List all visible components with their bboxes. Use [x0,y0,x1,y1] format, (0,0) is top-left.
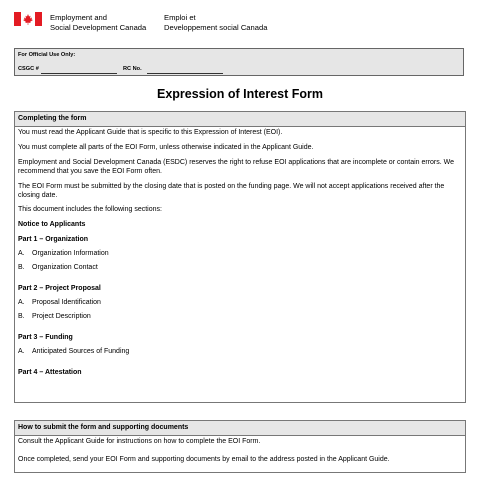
list-label: Project Description [32,312,91,320]
section-body [15,129,465,377]
official-use-box [14,48,464,76]
department-en-line2: Social Development Canada [50,22,147,32]
paragraph: You must complete all parts of the EOI Form, unless otherwise indicated in the Applicant Guide. [18,143,314,151]
list-label: Proposal Identification [32,298,101,306]
list-label: Organization Information [32,250,109,258]
submit-section [14,420,466,473]
part2-heading: Part 2 – Project Proposal [18,284,101,292]
list-letter: B. [18,264,25,272]
official-use-heading: For Official Use Only: [18,52,76,58]
list-letter: A. [18,298,25,306]
canada-flag-icon [14,12,42,26]
list-label: Organization Contact [32,264,98,272]
rc-field[interactable] [147,73,223,74]
part4-heading: Part 4 – Attestation [18,368,82,376]
paragraph: The EOI Form must be submitted by the closing date that is posted on the funding page. We will not accept applications received after the closing date. [18,182,445,199]
csgc-label: CSGC # [18,66,39,72]
paragraph: Consult the Applicant Guide for instructions on how to complete the EOI Form. [18,438,261,445]
list-item [18,264,462,273]
part1-heading: Part 1 – Organization [18,236,89,244]
paragraph: This document includes the following sections: [18,206,162,214]
list-label: Anticipated Sources of Funding [32,347,130,355]
part3-heading: Part 3 – Funding [18,333,73,341]
list-item [18,348,462,357]
paragraph: Employment and Social Development Canada (ESDC) reserves the right to refuse EOI applications that are incomplete or contain errors. We recommend that you save the EOI Form often. [18,158,455,175]
page-title: Expression of Interest Form [156,87,323,101]
completing-form-section [14,111,466,403]
page-header [14,12,466,34]
list-item [18,299,462,308]
list-letter: B. [18,312,25,320]
list-item [18,250,462,259]
department-name-fr [164,13,267,32]
rc-label: RC No. [123,66,142,72]
department-en-line1: Employment and [50,13,107,22]
section-body [15,438,465,465]
notice-heading: Notice to Applicants [18,221,86,229]
department-fr-line2: Developpement social Canada [164,22,268,32]
section-heading: Completing the form [15,112,465,127]
department-fr-line1: Emploi et [164,13,196,22]
list-item [18,313,462,322]
section-heading: How to submit the form and supporting documents [15,421,465,436]
list-letter: A. [18,347,25,355]
list-letter: A. [18,250,25,258]
paragraph: Once completed, send your EOI Form and supporting documents by email to the address posted in the Applicant Guide. [18,455,390,463]
department-name-en [50,13,146,32]
paragraph: You must read the Applicant Guide that is specific to this Expression of Interest (EOI). [18,129,283,136]
csgc-field[interactable] [41,73,117,74]
